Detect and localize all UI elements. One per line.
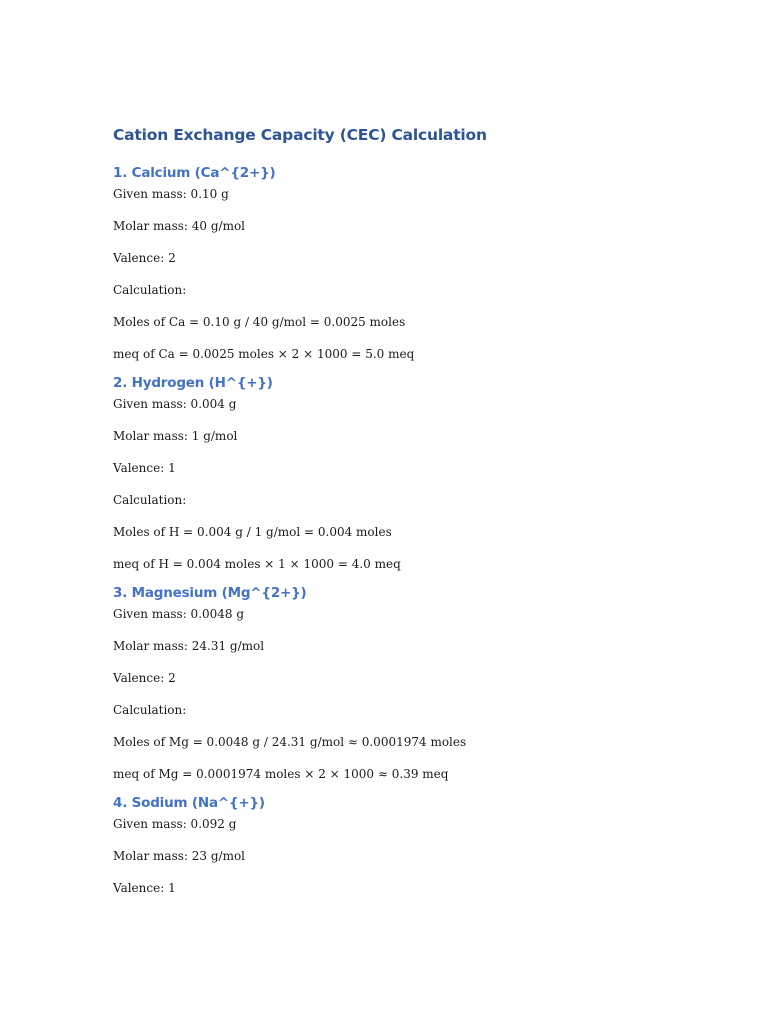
moles-equation: Moles of Mg = 0.0048 g / 24.31 g/mol ≈ 0.0001974 moles [113, 735, 467, 749]
section-heading: 2. Hydrogen (H^{+}) [113, 375, 273, 391]
molar-mass-line: Molar mass: 24.31 g/mol [113, 639, 265, 653]
document-page [113, 124, 673, 908]
valence-line: Valence: 2 [113, 251, 176, 265]
meq-equation: meq of Mg = 0.0001974 moles × 2 × 1000 ≈ 0.39 meq [113, 767, 449, 781]
valence-line: Valence: 1 [113, 881, 176, 895]
given-mass-line: Given mass: 0.092 g [113, 817, 237, 831]
moles-equation: Moles of Ca = 0.10 g / 40 g/mol = 0.0025 moles [113, 315, 406, 329]
section-heading: 1. Calcium (Ca^{2+}) [113, 165, 276, 181]
given-mass-line: Given mass: 0.0048 g [113, 607, 245, 621]
molar-mass-line: Molar mass: 23 g/mol [113, 849, 246, 863]
valence-line: Valence: 1 [113, 461, 176, 475]
section-hydrogen [113, 374, 673, 572]
given-mass-line: Given mass: 0.10 g [113, 187, 229, 201]
section-sodium [113, 794, 673, 896]
document-title: Cation Exchange Capacity (CEC) Calculation [113, 126, 487, 144]
calculation-label: Calculation: [113, 703, 187, 717]
molar-mass-line: Molar mass: 1 g/mol [113, 429, 238, 443]
meq-equation: meq of H = 0.004 moles × 1 × 1000 = 4.0 meq [113, 557, 401, 571]
moles-equation: Moles of H = 0.004 g / 1 g/mol = 0.004 moles [113, 525, 392, 539]
section-heading: 3. Magnesium (Mg^{2+}) [113, 585, 307, 601]
molar-mass-line: Molar mass: 40 g/mol [113, 219, 246, 233]
calculation-label: Calculation: [113, 283, 187, 297]
calculation-label: Calculation: [113, 493, 187, 507]
section-heading: 4. Sodium (Na^{+}) [113, 795, 265, 811]
given-mass-line: Given mass: 0.004 g [113, 397, 237, 411]
meq-equation: meq of Ca = 0.0025 moles × 2 × 1000 = 5.0 meq [113, 347, 415, 361]
section-calcium [113, 164, 673, 362]
section-magnesium [113, 584, 673, 782]
valence-line: Valence: 2 [113, 671, 176, 685]
